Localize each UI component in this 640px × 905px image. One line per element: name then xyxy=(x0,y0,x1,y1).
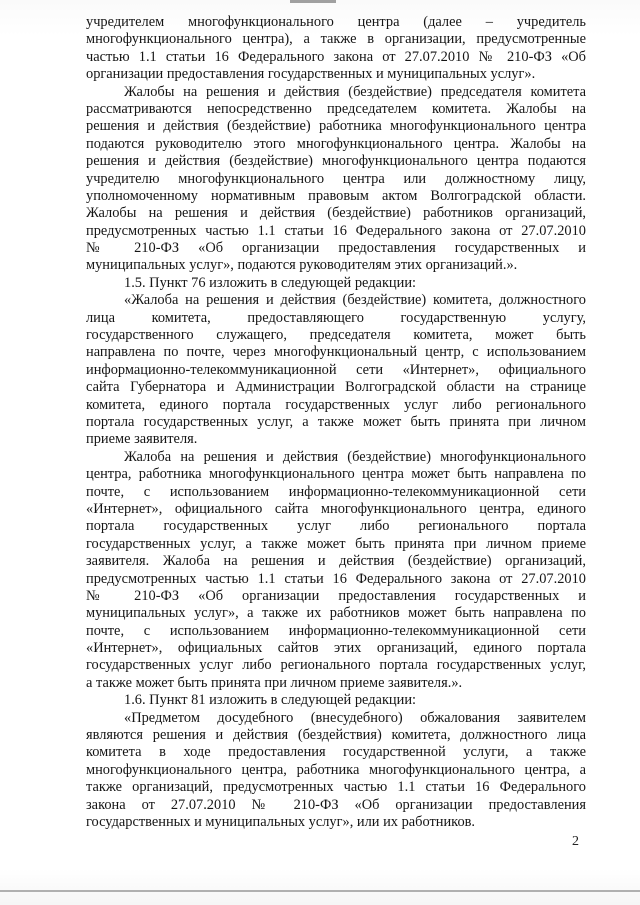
text-line: учредителем многофункционального центра (далее – учредитель xyxy=(86,14,586,30)
text-line: рассматриваются непосредственно председателем комитета. Жалобы на xyxy=(86,100,586,117)
text-line: Жалобы на решения и действия (бездействие) работников организаций, xyxy=(86,205,586,222)
text-line: «Интернет», официальных сайтов этих организаций, единого портала xyxy=(86,640,586,657)
text-line: «Предметом досудебного (внесудебного) обжалования заявителем xyxy=(124,709,586,726)
text-line: комитета в ходе предоставления государственной услуги, а также xyxy=(86,744,586,761)
text-line: многофункционального центра, работника многофункционального центра, а xyxy=(86,761,586,778)
text-line: государственных услуг либо регионального портала государственных услуг, xyxy=(86,657,586,674)
paragraph xyxy=(86,84,586,275)
text-line: заявителя. Жалоба на решения и действия (бездействие) организаций, xyxy=(86,553,586,570)
text-line: государственного служащего, председателя комитета, может быть xyxy=(86,327,586,344)
paragraph xyxy=(86,710,586,832)
text-line: направлена по почте, через многофункциональный центр, с использованием xyxy=(86,344,586,361)
text-line: подаются руководителю этого многофункционального центра. Жалобы на xyxy=(86,135,586,152)
text-line: портала государственных услуг либо регионального портала xyxy=(86,518,586,535)
text-line: муниципальных услуг», подаются руководителям этих организаций.». xyxy=(86,257,518,274)
text-line: почте, с использованием информационно-телекоммуникационной сети xyxy=(86,483,586,500)
text-line: 1.5. Пункт 76 изложить в следующей редакции: xyxy=(124,274,417,291)
text-line: центра, работника многофункционального центра может быть направлена по xyxy=(86,466,586,483)
text-line: уполномоченному нормативным правовым актом Волгоградской области. xyxy=(86,187,586,204)
text-line: почте, с использованием информационно-телекоммуникационной сети xyxy=(86,622,586,639)
paragraph xyxy=(86,14,586,84)
text-line: Жалоба на решения и действия (бездействие) многофункционального xyxy=(124,448,586,465)
text-line: частью 1.1 статьи 16 Федерального закона от 27.07.2010 № 210-ФЗ «Об xyxy=(86,48,586,65)
text-line: государственных услуг, а также может быть принята при личном приеме xyxy=(86,535,586,552)
paragraph xyxy=(86,449,586,692)
paragraph xyxy=(86,275,586,292)
scan-artifact-top xyxy=(290,0,336,3)
text-line: приеме заявителя. xyxy=(86,431,198,448)
text-line: предусмотренных частью 1.1 статьи 16 Федерального закона от 27.07.2010 xyxy=(86,570,586,587)
text-line: Жалобы на решения и действия (бездействие) председателя комитета xyxy=(124,83,586,100)
text-line: государственных и муниципальных услуг», или их работников. xyxy=(86,813,476,830)
text-line: № 210-ФЗ «Об организации предоставления государственных и xyxy=(86,240,586,257)
text-line: лица комитета, предоставляющего государственную услугу, xyxy=(86,309,586,326)
page-number: 2 xyxy=(572,834,579,849)
text-line: портала государственных услуг, а также может быть принята при личном xyxy=(86,413,586,430)
scan-artifact-bottom xyxy=(0,890,640,892)
paragraph xyxy=(86,292,586,449)
text-line: многофункционального центра), а также в организации, предусмотренные xyxy=(86,31,586,48)
text-line: решения и действия (бездействие) работника многофункционального центра xyxy=(86,118,586,135)
text-line: решения и действия (бездействие) многофункционального центра подаются xyxy=(86,153,586,170)
text-line: «Жалоба на решения и действия (бездействие) комитета, должностного xyxy=(124,292,586,309)
document-body xyxy=(86,14,586,831)
text-line: учредителю многофункционального центра или должностному лицу, xyxy=(86,170,586,187)
text-line: № 210-ФЗ «Об организации предоставления государственных и xyxy=(86,587,586,604)
text-line: также организаций, предусмотренных частью 1.1 статьи 16 Федерального xyxy=(86,779,586,796)
text-line: а также может быть принята при личном приеме заявителя.». xyxy=(86,674,463,691)
text-line: организации предоставления государственных и муниципальных услуг». xyxy=(86,66,536,83)
text-line: 1.6. Пункт 81 изложить в следующей редакции: xyxy=(124,692,417,709)
text-line: сайта Губернатора и Администрации Волгоградской области на странице xyxy=(86,379,586,396)
text-line: комитета, единого портала государственных услуг либо регионального xyxy=(86,396,586,413)
text-line: закона от 27.07.2010 № 210-ФЗ «Об организации предоставления xyxy=(86,796,586,813)
text-line: предусмотренных частью 1.1 статьи 16 Федерального закона от 27.07.2010 xyxy=(86,222,586,239)
text-line: муниципальных услуг», а также их работников может быть направлена по xyxy=(86,605,586,622)
text-line: «Интернет», официального сайта многофункционального центра, единого xyxy=(86,500,586,517)
paragraph xyxy=(86,692,586,709)
text-line: информационно-телекоммуникационной сети «Интернет», официального xyxy=(86,361,586,378)
text-line: являются решения и действия (бездействия) комитета, должностного лица xyxy=(86,727,586,744)
